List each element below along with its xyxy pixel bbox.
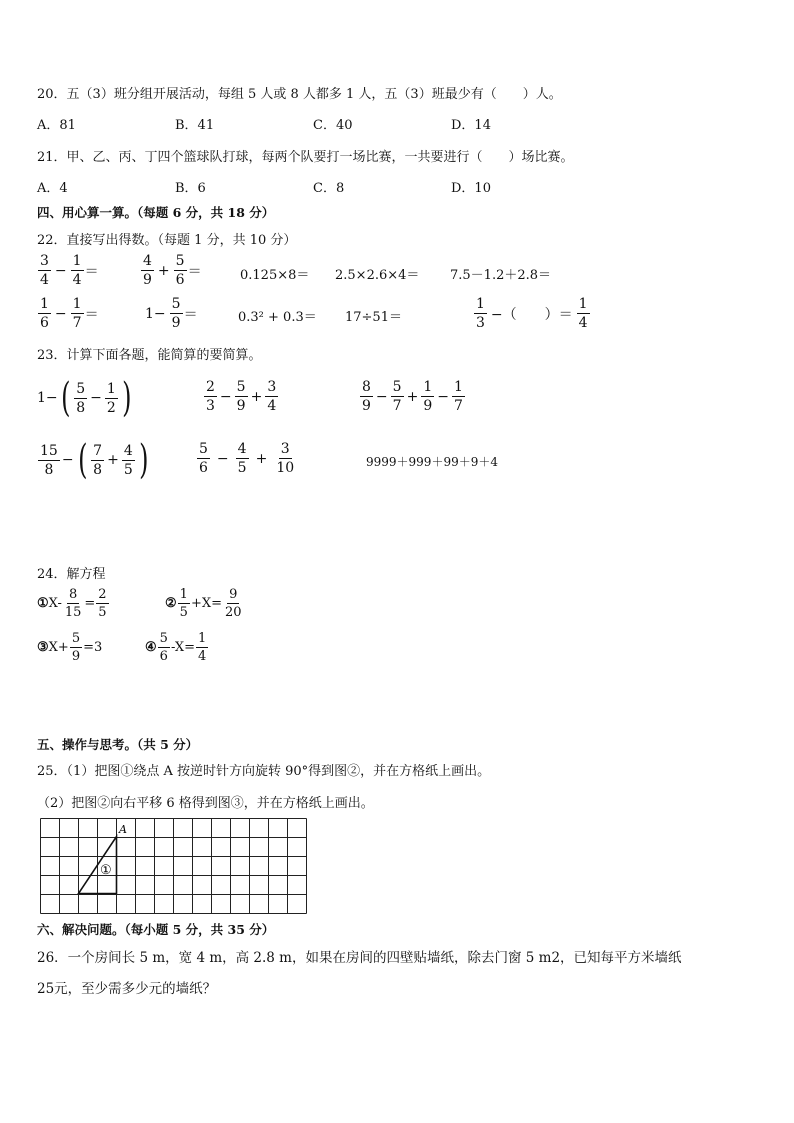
q22-item-a: $\frac{3}{4}$ − $\frac{1}{4}$ ＝ [40,253,99,288]
q23-expression-5: $\frac{5}{6}$ − $\frac{4}{5}$ + $\frac{3}{10}$ [199,441,295,476]
q23-expression-3: $\frac{8}{9}$ − $\frac{5}{7}$ + $\frac{1}{9}$ − $\frac{1}{7}$ [362,379,463,414]
q21-option-c: C．8 [313,181,345,196]
q22-item-c: 0.125×8＝ [240,268,310,283]
q23-expression-1: 1− ( $\frac{5}{8}$ − $\frac{1}{2}$ ) [37,375,132,421]
question-26-line-1: 26．一个房间长 5 m，宽 4 m，高 2.8 m，如果在房间的四壁贴墙纸，除去门窗 5 m2，已知每平方米墙纸 [37,950,682,966]
square-grid-paper[interactable] [40,818,310,914]
question-20: 20．五（3）班分组开展活动，每组 5 人或 8 人都多 1 人，五（3）班最少有（ ）人。 [37,87,562,102]
q22-item-d: 2.5×2.6×4＝ [335,268,420,283]
q24-equation-1: ① X- $\frac{8}{15}$ = $\frac{2}{5}$ [37,587,107,620]
q22-item-b: $\frac{4}{9}$ + $\frac{5}{6}$ ＝ [143,253,202,288]
q22-item-f: $\frac{1}{6}$ − $\frac{1}{7}$ ＝ [40,296,99,331]
q21-option-d: D．10 [451,181,491,196]
q22-item-e: 7.5－1.2＋2.8＝ [450,268,552,283]
q20-option-d: D．14 [451,118,491,133]
section-4-heading: 四、用心算一算。（每题 6 分，共 18 分） [37,205,275,220]
q20-option-c: C．40 [313,118,353,133]
question-24-title: 24．解方程 [37,567,106,582]
q22-item-i: 17÷51＝ [345,310,402,325]
q22-item-h: 0.3² + 0.3＝ [238,310,317,325]
question-26-line-2: 25元，至少需多少元的墙纸？ [37,981,217,997]
q23-expression-6: 9999＋999＋99＋9＋4 [366,455,498,469]
q23-expression-2: $\frac{2}{3}$ − $\frac{5}{9}$ + $\frac{3}{4}$ [206,379,277,414]
q24-equation-4: ④ $\frac{5}{6}$ -X= $\frac{1}{4}$ [145,631,207,664]
q21-option-b: B．6 [175,181,206,196]
section-5-heading: 五、操作与思考。（共 5 分） [37,737,199,752]
q22-item-g: 1− $\frac{5}{9}$ ＝ [145,296,198,331]
point-a-label: A [119,823,127,836]
question-23-title: 23．计算下面各题，能简算的要简算。 [37,348,262,363]
q20-option-b: B．41 [175,118,215,133]
question-22-title: 22．直接写出得数。（每题 1 分，共 10 分） [37,233,297,248]
q22-item-j: $\frac{1}{3}$ −（ ）＝ $\frac{1}{4}$ [476,296,588,331]
question-25-part-1: 25．（1）把图①绕点 A 按逆时针方向旋转 90°得到图②，并在方格纸上画出。 [37,764,491,779]
section-6-heading: 六、解决问题。（每小题 5 分，共 35 分） [37,922,275,937]
question-21: 21．甲、乙、丙、丁四个篮球队打球，每两个队要打一场比赛，一共要进行（ ）场比赛。 [37,150,574,165]
q23-expression-4: $\frac{15}{8}$ − ( $\frac{7}{8}$ + $\frac{4}{5}$ ) [40,437,149,483]
q24-equation-2: ② $\frac{1}{5}$ +X= $\frac{9}{20}$ [165,587,242,620]
question-25-part-2: （2）把图②向右平移 6 格得到图③，并在方格纸上画出。 [37,796,374,811]
q24-equation-3: ③ X+ $\frac{5}{9}$ =3 [37,631,103,664]
q21-option-a: A．4 [37,181,68,196]
q20-option-a: A．81 [37,118,76,133]
shape-1-label: ① [100,863,112,878]
